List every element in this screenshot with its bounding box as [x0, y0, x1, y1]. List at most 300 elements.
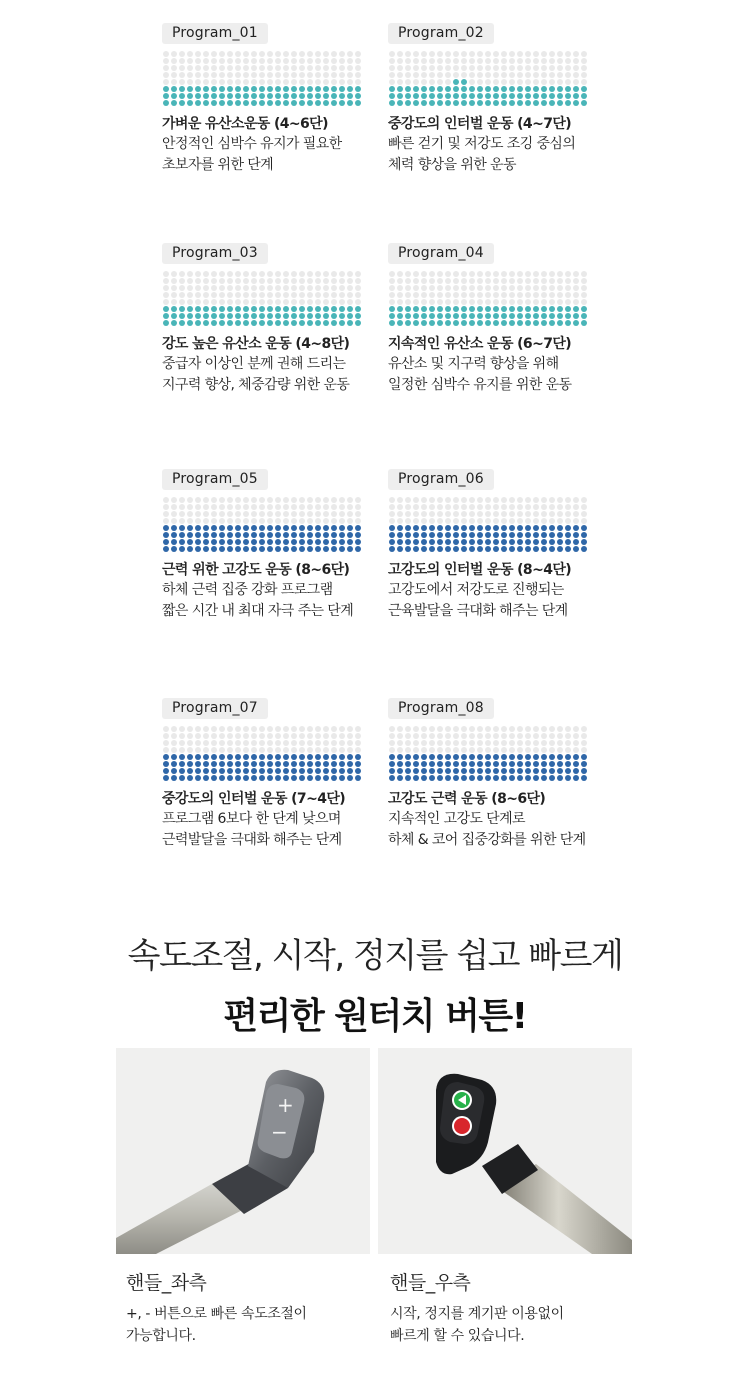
intensity-dot — [355, 86, 361, 92]
intensity-dot — [453, 278, 459, 284]
intensity-dot — [389, 546, 395, 552]
intensity-dot — [187, 51, 193, 57]
intensity-dot — [581, 292, 587, 298]
intensity-dot — [413, 747, 419, 753]
intensity-dot — [493, 532, 499, 538]
intensity-dot — [163, 511, 169, 517]
intensity-dot — [405, 761, 411, 767]
intensity-dot — [517, 278, 523, 284]
intensity-dot — [429, 532, 435, 538]
intensity-dot — [195, 546, 201, 552]
intensity-dot — [347, 72, 353, 78]
intensity-dot — [219, 754, 225, 760]
intensity-dot — [211, 100, 217, 106]
intensity-dot — [307, 546, 313, 552]
intensity-dot — [307, 271, 313, 277]
intensity-dot — [429, 525, 435, 531]
intensity-dot — [549, 518, 555, 524]
intensity-dot — [469, 754, 475, 760]
intensity-dot — [299, 726, 305, 732]
intensity-dot — [573, 546, 579, 552]
intensity-dot — [347, 79, 353, 85]
intensity-dot — [421, 747, 427, 753]
intensity-dot — [323, 58, 329, 64]
program-title: 강도 높은 유산소 운동 (4~8단) — [162, 336, 350, 352]
intensity-dot — [219, 278, 225, 284]
intensity-dot — [291, 747, 297, 753]
intensity-dot — [283, 740, 289, 746]
intensity-dot — [397, 539, 403, 545]
intensity-dot — [413, 518, 419, 524]
intensity-dot — [469, 313, 475, 319]
intensity-dot — [469, 518, 475, 524]
intensity-dot — [509, 740, 515, 746]
intensity-dot — [307, 775, 313, 781]
intensity-dot — [453, 65, 459, 71]
intensity-dot — [275, 306, 281, 312]
intensity-dot — [517, 93, 523, 99]
intensity-dot — [541, 58, 547, 64]
intensity-dot — [275, 86, 281, 92]
intensity-dot — [405, 740, 411, 746]
intensity-dot — [557, 733, 563, 739]
intensity-dot — [179, 733, 185, 739]
intensity-dot — [219, 768, 225, 774]
intensity-dot — [275, 278, 281, 284]
intensity-dot — [533, 504, 539, 510]
intensity-dot — [347, 65, 353, 71]
intensity-dot — [485, 278, 491, 284]
intensity-dot — [307, 86, 313, 92]
intensity-dot — [323, 65, 329, 71]
intensity-dot — [461, 299, 467, 305]
intensity-dot — [509, 86, 515, 92]
intensity-dot — [533, 768, 539, 774]
intensity-dot — [195, 740, 201, 746]
intensity-dot — [251, 754, 257, 760]
intensity-dot — [461, 285, 467, 291]
intensity-dot — [453, 504, 459, 510]
intensity-dot — [243, 51, 249, 57]
intensity-dot — [315, 65, 321, 71]
intensity-dot — [219, 539, 225, 545]
intensity-dot — [405, 306, 411, 312]
intensity-dot — [525, 299, 531, 305]
intensity-dot — [453, 292, 459, 298]
intensity-dot — [557, 320, 563, 326]
intensity-dot — [243, 775, 249, 781]
intensity-dot — [219, 72, 225, 78]
intensity-dot — [445, 320, 451, 326]
intensity-dot — [581, 747, 587, 753]
intensity-dot — [243, 761, 249, 767]
intensity-dot — [549, 740, 555, 746]
intensity-dot — [187, 306, 193, 312]
intensity-dot — [299, 306, 305, 312]
intensity-dot — [397, 518, 403, 524]
intensity-dot — [307, 299, 313, 305]
intensity-dot-grid — [388, 270, 590, 326]
intensity-dot — [405, 58, 411, 64]
intensity-dot — [493, 733, 499, 739]
intensity-dot — [163, 497, 169, 503]
intensity-dot — [517, 320, 523, 326]
intensity-dot — [347, 86, 353, 92]
intensity-dot — [461, 320, 467, 326]
intensity-dot — [461, 497, 467, 503]
intensity-dot — [461, 100, 467, 106]
intensity-dot — [307, 51, 313, 57]
intensity-dot — [315, 747, 321, 753]
intensity-dot — [219, 525, 225, 531]
intensity-dot — [299, 761, 305, 767]
intensity-dot — [203, 100, 209, 106]
intensity-dot — [187, 747, 193, 753]
intensity-dot — [469, 299, 475, 305]
intensity-dot — [533, 761, 539, 767]
intensity-dot — [509, 726, 515, 732]
intensity-dot — [405, 292, 411, 298]
intensity-dot-grid — [162, 496, 364, 552]
intensity-dot — [469, 292, 475, 298]
intensity-dot — [227, 511, 233, 517]
intensity-dot — [243, 747, 249, 753]
intensity-dot — [307, 313, 313, 319]
intensity-dot — [227, 761, 233, 767]
intensity-dot — [315, 306, 321, 312]
intensity-dot — [509, 733, 515, 739]
intensity-dot — [267, 271, 273, 277]
intensity-dot — [283, 747, 289, 753]
intensity-dot — [227, 93, 233, 99]
intensity-dot — [323, 93, 329, 99]
intensity-dot — [549, 511, 555, 517]
intensity-dot — [573, 511, 579, 517]
intensity-dot — [251, 726, 257, 732]
intensity-dot — [179, 58, 185, 64]
intensity-dot — [179, 504, 185, 510]
intensity-dot — [453, 93, 459, 99]
intensity-dot — [243, 740, 249, 746]
intensity-dot — [171, 504, 177, 510]
program-desc-line2: 근육발달을 극대화 해주는 단계 — [388, 603, 568, 619]
intensity-dot — [509, 285, 515, 291]
intensity-dot — [421, 726, 427, 732]
intensity-dot — [355, 532, 361, 538]
intensity-dot — [437, 761, 443, 767]
intensity-dot — [243, 93, 249, 99]
intensity-dot — [259, 497, 265, 503]
intensity-dot — [565, 100, 571, 106]
intensity-dot — [437, 497, 443, 503]
intensity-dot — [171, 285, 177, 291]
intensity-dot — [347, 740, 353, 746]
intensity-dot — [493, 740, 499, 746]
program-tag: Program_08 — [388, 698, 494, 719]
intensity-dot — [469, 51, 475, 57]
intensity-dot — [389, 768, 395, 774]
intensity-dot — [557, 761, 563, 767]
intensity-dot — [187, 768, 193, 774]
intensity-dot — [339, 518, 345, 524]
intensity-dot — [501, 525, 507, 531]
intensity-dot — [355, 733, 361, 739]
intensity-dot — [557, 546, 563, 552]
intensity-dot — [525, 740, 531, 746]
intensity-dot — [429, 93, 435, 99]
intensity-dot — [307, 754, 313, 760]
intensity-dot — [283, 546, 289, 552]
intensity-dot — [211, 51, 217, 57]
intensity-dot — [573, 768, 579, 774]
intensity-dot — [195, 754, 201, 760]
intensity-dot — [485, 733, 491, 739]
intensity-dot — [267, 93, 273, 99]
intensity-dot — [461, 733, 467, 739]
intensity-dot — [557, 278, 563, 284]
intensity-dot — [413, 733, 419, 739]
intensity-dot — [211, 518, 217, 524]
intensity-dot — [445, 65, 451, 71]
intensity-dot — [227, 306, 233, 312]
intensity-dot — [323, 299, 329, 305]
intensity-dot — [203, 740, 209, 746]
intensity-dot — [259, 93, 265, 99]
intensity-dot — [453, 72, 459, 78]
intensity-dot — [339, 299, 345, 305]
intensity-dot — [219, 775, 225, 781]
intensity-dot — [413, 525, 419, 531]
intensity-dot — [421, 754, 427, 760]
intensity-dot — [549, 292, 555, 298]
intensity-dot — [203, 93, 209, 99]
intensity-dot — [171, 511, 177, 517]
intensity-dot — [339, 313, 345, 319]
intensity-dot — [299, 754, 305, 760]
intensity-dot — [243, 511, 249, 517]
intensity-dot — [509, 539, 515, 545]
intensity-dot — [179, 747, 185, 753]
intensity-dot — [445, 518, 451, 524]
intensity-dot — [485, 539, 491, 545]
intensity-dot — [413, 546, 419, 552]
intensity-dot — [461, 511, 467, 517]
intensity-dot — [323, 539, 329, 545]
intensity-dot — [347, 504, 353, 510]
intensity-dot — [179, 497, 185, 503]
intensity-dot — [259, 299, 265, 305]
intensity-dot — [163, 525, 169, 531]
intensity-dot — [549, 747, 555, 753]
intensity-dot — [283, 79, 289, 85]
intensity-dot — [549, 93, 555, 99]
intensity-dot — [565, 733, 571, 739]
intensity-dot — [469, 546, 475, 552]
intensity-dot — [453, 546, 459, 552]
intensity-dot — [549, 775, 555, 781]
intensity-dot — [331, 532, 337, 538]
intensity-dot — [485, 299, 491, 305]
intensity-dot — [509, 292, 515, 298]
intensity-dot — [163, 271, 169, 277]
intensity-dot — [171, 525, 177, 531]
intensity-dot — [275, 51, 281, 57]
intensity-dot — [557, 271, 563, 277]
intensity-dot — [533, 65, 539, 71]
intensity-dot — [557, 65, 563, 71]
intensity-dot — [267, 278, 273, 284]
intensity-dot — [405, 93, 411, 99]
intensity-dot — [493, 320, 499, 326]
intensity-dot — [469, 726, 475, 732]
intensity-dot — [307, 100, 313, 106]
intensity-dot — [501, 79, 507, 85]
intensity-dot — [517, 497, 523, 503]
intensity-dot — [179, 525, 185, 531]
intensity-dot — [243, 754, 249, 760]
intensity-dot — [187, 320, 193, 326]
intensity-dot — [331, 72, 337, 78]
intensity-dot — [227, 72, 233, 78]
intensity-dot — [267, 313, 273, 319]
intensity-dot — [405, 726, 411, 732]
intensity-dot — [347, 100, 353, 106]
intensity-dot — [355, 768, 361, 774]
intensity-dot — [445, 511, 451, 517]
intensity-dot — [259, 313, 265, 319]
intensity-dot — [259, 761, 265, 767]
program-desc-line2: 근력발달을 극대화 해주는 단계 — [162, 832, 342, 848]
intensity-dot — [397, 86, 403, 92]
intensity-dot — [187, 546, 193, 552]
intensity-dot — [355, 292, 361, 298]
intensity-dot — [517, 546, 523, 552]
intensity-dot — [291, 285, 297, 291]
intensity-dot — [299, 747, 305, 753]
intensity-dot — [493, 497, 499, 503]
intensity-dot — [275, 79, 281, 85]
intensity-dot-grid — [162, 50, 364, 106]
intensity-dot — [179, 320, 185, 326]
intensity-dot — [573, 299, 579, 305]
intensity-dot — [283, 733, 289, 739]
intensity-dot — [565, 79, 571, 85]
intensity-dot — [275, 768, 281, 774]
intensity-dot — [259, 100, 265, 106]
intensity-dot — [331, 775, 337, 781]
intensity-dot — [541, 546, 547, 552]
intensity-dot — [437, 747, 443, 753]
intensity-dot — [437, 306, 443, 312]
intensity-dot — [485, 93, 491, 99]
intensity-dot — [517, 100, 523, 106]
intensity-dot — [227, 58, 233, 64]
intensity-dot — [187, 504, 193, 510]
intensity-dot — [315, 313, 321, 319]
intensity-dot — [421, 313, 427, 319]
intensity-dot — [429, 285, 435, 291]
intensity-dot — [331, 292, 337, 298]
intensity-dot — [525, 72, 531, 78]
intensity-dot — [187, 299, 193, 305]
intensity-dot — [405, 768, 411, 774]
intensity-dot — [533, 51, 539, 57]
intensity-dot — [453, 532, 459, 538]
intensity-dot — [533, 320, 539, 326]
intensity-dot — [211, 278, 217, 284]
intensity-dot — [203, 539, 209, 545]
intensity-dot — [323, 320, 329, 326]
intensity-dot — [525, 306, 531, 312]
intensity-dot — [259, 58, 265, 64]
intensity-dot — [307, 65, 313, 71]
intensity-dot — [243, 768, 249, 774]
intensity-dot — [331, 58, 337, 64]
intensity-dot — [259, 320, 265, 326]
intensity-dot — [477, 58, 483, 64]
intensity-dot — [291, 292, 297, 298]
intensity-dot — [331, 299, 337, 305]
intensity-dot — [485, 726, 491, 732]
intensity-dot — [581, 497, 587, 503]
intensity-dot — [397, 761, 403, 767]
intensity-dot — [549, 726, 555, 732]
intensity-dot — [461, 278, 467, 284]
intensity-dot — [477, 539, 483, 545]
intensity-dot — [315, 504, 321, 510]
intensity-dot — [171, 100, 177, 106]
intensity-dot — [413, 320, 419, 326]
intensity-dot — [565, 313, 571, 319]
intensity-dot — [501, 51, 507, 57]
intensity-dot — [501, 511, 507, 517]
handle-left-title: 핸들_좌측 — [126, 1272, 207, 1294]
intensity-dot — [235, 504, 241, 510]
intensity-dot — [187, 285, 193, 291]
intensity-dot — [461, 539, 467, 545]
intensity-dot — [283, 313, 289, 319]
intensity-dot — [275, 525, 281, 531]
intensity-dot — [525, 93, 531, 99]
intensity-dot — [195, 306, 201, 312]
intensity-dot — [235, 740, 241, 746]
intensity-dot — [565, 511, 571, 517]
intensity-dot — [347, 497, 353, 503]
intensity-dot — [315, 518, 321, 524]
intensity-dot — [339, 497, 345, 503]
intensity-dot — [501, 86, 507, 92]
intensity-dot — [565, 768, 571, 774]
intensity-dot — [557, 747, 563, 753]
intensity-dot — [525, 511, 531, 517]
intensity-dot — [195, 768, 201, 774]
intensity-dot — [203, 285, 209, 291]
intensity-dot — [163, 299, 169, 305]
intensity-dot — [533, 733, 539, 739]
intensity-dot — [493, 93, 499, 99]
intensity-dot — [429, 72, 435, 78]
intensity-dot — [331, 285, 337, 291]
intensity-dot — [517, 754, 523, 760]
intensity-dot — [469, 306, 475, 312]
intensity-dot — [549, 546, 555, 552]
intensity-dot — [315, 51, 321, 57]
intensity-dot — [251, 775, 257, 781]
intensity-dot — [429, 271, 435, 277]
intensity-dot — [323, 313, 329, 319]
intensity-dot — [389, 100, 395, 106]
intensity-dot — [469, 93, 475, 99]
